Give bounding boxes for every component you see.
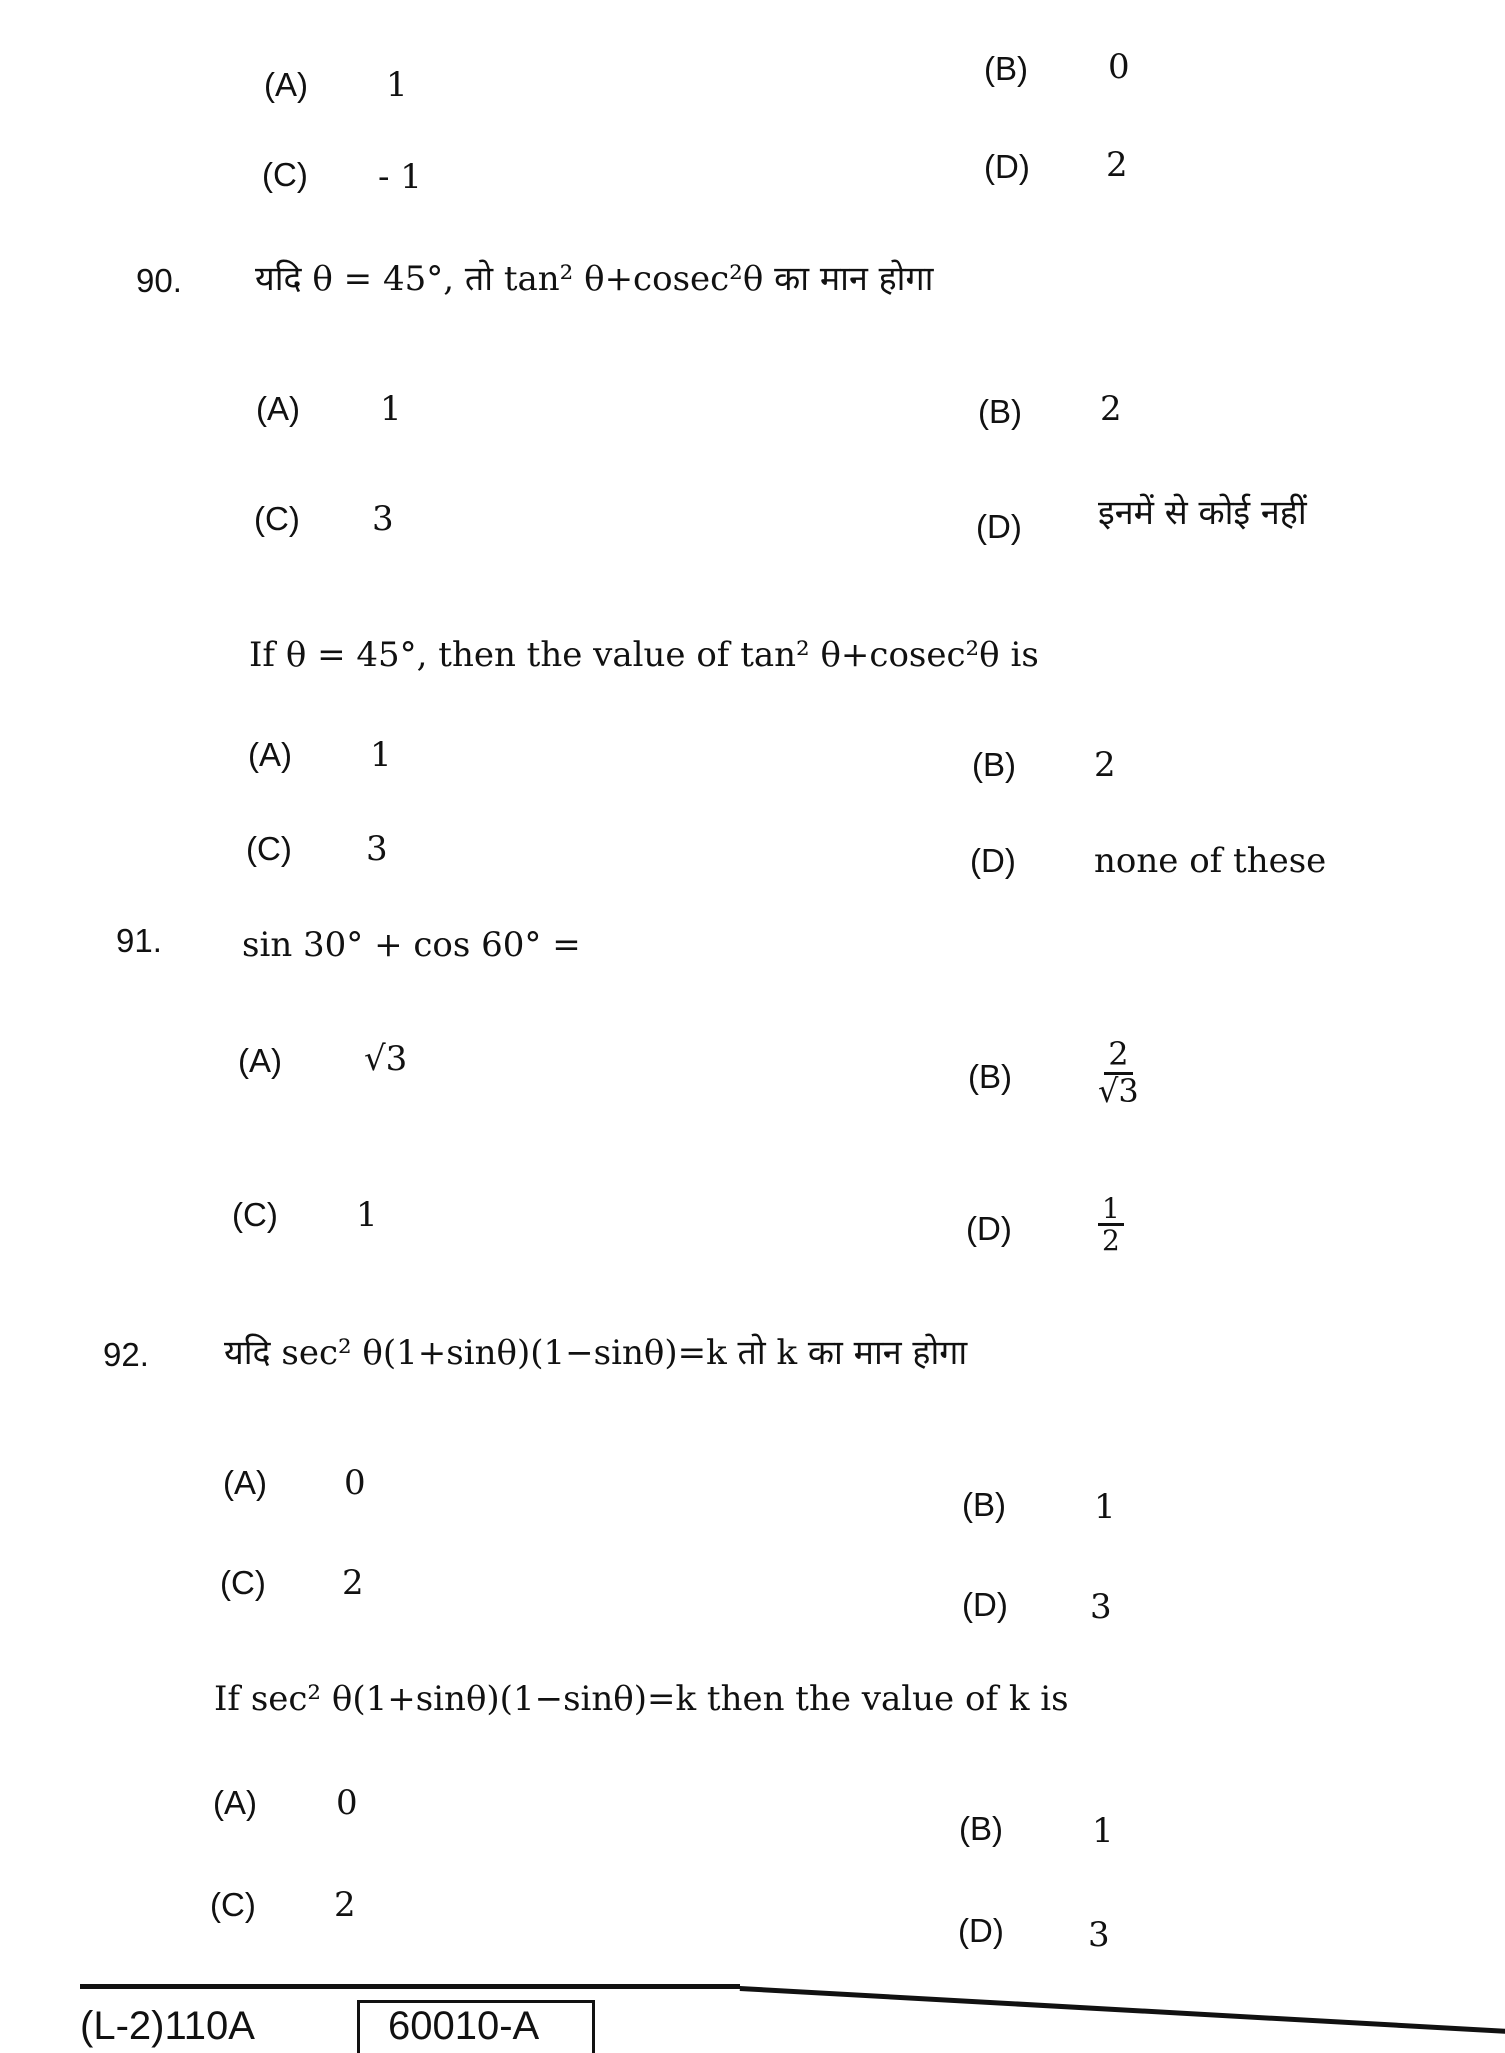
option-label: (B) <box>968 1058 1012 1095</box>
option-value: 2 <box>334 1885 356 1925</box>
option-label: (C) <box>246 830 292 867</box>
question-text-english: If θ = 45°, then the value of tan² θ+cosec²θ is <box>249 635 1039 675</box>
option-label: (A) <box>223 1464 267 1501</box>
option-value: 1 <box>370 735 392 775</box>
option-value: 3 <box>366 829 388 869</box>
option-label: (C) <box>262 156 308 193</box>
option-value: 1 <box>1092 1811 1114 1851</box>
option-label: (D) <box>958 1912 1004 1949</box>
question-number: 91. <box>116 922 162 959</box>
option-value: 2 <box>1094 745 1116 785</box>
option-label: (A) <box>248 736 292 773</box>
option-value: 1 <box>386 65 408 105</box>
option-value: 1 <box>356 1195 378 1235</box>
option-label: (B) <box>978 393 1022 430</box>
option-label: (B) <box>959 1810 1003 1847</box>
option-value: √3 <box>364 1039 408 1079</box>
option-label: (A) <box>238 1042 282 1079</box>
option-value: 0 <box>344 1463 366 1503</box>
option-label: (C) <box>210 1886 256 1923</box>
numerator: 2 <box>1104 1038 1132 1075</box>
question-text-hindi: यदि sec² θ(1+sinθ)(1−sinθ)=k तो k का मान होगा <box>224 1333 968 1373</box>
option-value: 2 <box>1100 389 1122 429</box>
question-number: 90. <box>136 262 182 299</box>
question-text-english: If sec² θ(1+sinθ)(1−sinθ)=k then the value of k is <box>214 1679 1069 1719</box>
option-label: (A) <box>213 1784 257 1821</box>
footer-boxed-code: 60010-A <box>388 2004 540 2048</box>
footer-code: (L-2)110A <box>80 2004 255 2048</box>
option-label: (A) <box>256 390 300 427</box>
numerator: 1 <box>1098 1194 1124 1226</box>
option-value: none of these <box>1094 841 1327 881</box>
option-label: (B) <box>984 50 1028 87</box>
option-value: 1 <box>1094 1487 1116 1527</box>
option-label: (A) <box>264 66 308 103</box>
option-label: (D) <box>970 842 1016 879</box>
option-value: 0 <box>1108 47 1130 87</box>
footer-rule-slanted <box>740 1986 1505 2036</box>
option-value: इनमें से कोई नहीं <box>1098 493 1307 533</box>
option-value: 3 <box>372 499 394 539</box>
fraction-value <box>1098 1194 1124 1256</box>
option-value: - 1 <box>378 157 422 197</box>
option-label: (B) <box>972 746 1016 783</box>
option-value: 2 <box>342 1563 364 1603</box>
fraction-value <box>1098 1035 1139 1110</box>
option-label: (C) <box>254 500 300 537</box>
question-text-hindi: यदि θ = 45°, तो tan² θ+cosec²θ का मान होगा <box>255 259 934 299</box>
question-number: 92. <box>103 1336 149 1373</box>
option-label: (D) <box>966 1210 1012 1247</box>
option-label: (C) <box>232 1196 278 1233</box>
question-text: sin 30° + cos 60° = <box>242 925 581 965</box>
footer-rule <box>80 1984 740 1989</box>
option-label: (D) <box>976 508 1022 545</box>
option-value: 2 <box>1106 145 1128 185</box>
option-value: 3 <box>1088 1915 1110 1955</box>
denominator: 2 <box>1102 1224 1120 1258</box>
option-label: (D) <box>984 148 1030 185</box>
denominator: √3 <box>1098 1071 1139 1110</box>
option-value: 0 <box>336 1783 358 1823</box>
option-label: (D) <box>962 1586 1008 1623</box>
option-value: 3 <box>1090 1587 1112 1627</box>
option-label: (B) <box>962 1486 1006 1523</box>
option-value: 1 <box>380 389 402 429</box>
option-label: (C) <box>220 1564 266 1601</box>
